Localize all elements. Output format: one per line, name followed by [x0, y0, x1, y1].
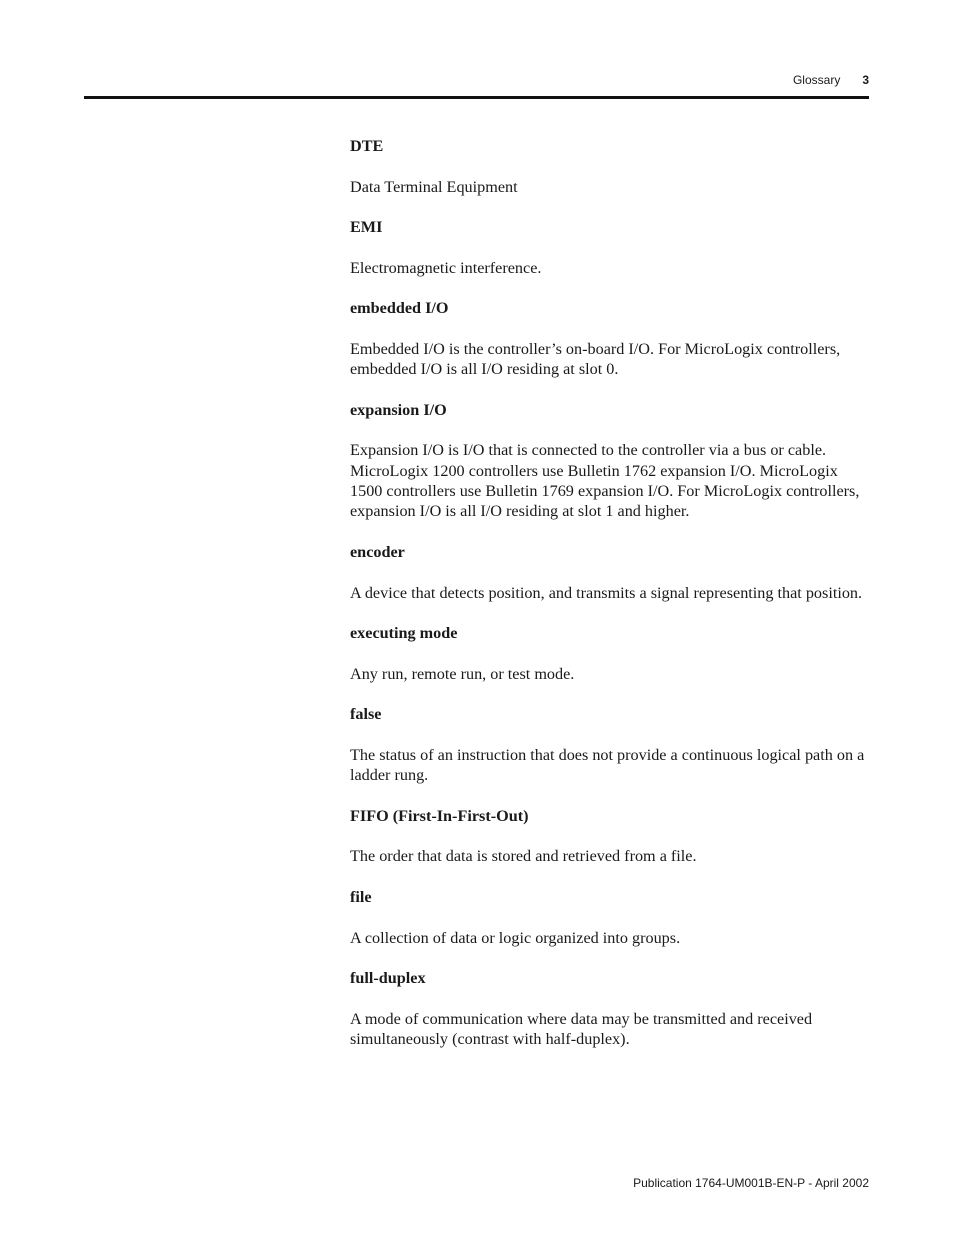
glossary-entry-false	[350, 704, 870, 785]
glossary-definition: A device that detects position, and transmits a signal representing that position.	[350, 583, 863, 602]
glossary-entry-full-duplex	[350, 968, 870, 1049]
publication-footer: Publication 1764-UM001B-EN-P - April 2002	[633, 1176, 869, 1190]
glossary-definition: The status of an instruction that does not provide a continuous logical path on a ladder rung.	[350, 745, 865, 785]
glossary-definition: Embedded I/O is the controller’s on-board I/O. For MicroLogix controllers, embedded I/O is all I/O residing at slot 0.	[350, 339, 841, 379]
glossary-term: executing mode	[350, 624, 458, 643]
glossary-term: DTE	[350, 137, 384, 155]
glossary-entry-encoder	[350, 542, 870, 603]
glossary-definition: Any run, remote run, or test mode.	[350, 664, 575, 683]
page-header	[84, 68, 869, 96]
glossary-entry-expansion-io	[350, 400, 870, 522]
glossary-term: file	[350, 887, 372, 906]
glossary-term: expansion I/O	[350, 400, 447, 419]
page-number: 3	[862, 73, 869, 87]
header-rule	[84, 96, 869, 99]
glossary-entry-executing-mode	[350, 623, 870, 684]
glossary-term: full-duplex	[350, 969, 426, 988]
glossary-term: embedded I/O	[350, 299, 449, 318]
glossary-term: EMI	[350, 218, 383, 237]
glossary-definition: A collection of data or logic organized into groups.	[350, 928, 681, 947]
glossary-entry-file	[350, 887, 870, 948]
header-section-title: Glossary	[792, 73, 841, 87]
glossary-list	[350, 136, 870, 1070]
glossary-entry-dte	[350, 136, 870, 197]
glossary-entry-fifo	[350, 806, 870, 867]
glossary-definition: The order that data is stored and retrieved from a file.	[350, 847, 697, 866]
glossary-term: encoder	[350, 542, 405, 561]
glossary-definition: A mode of communication where data may be transmitted and received simultaneously (contrast with half-duplex).	[350, 1009, 813, 1049]
glossary-term: FIFO (First-In-First-Out)	[350, 806, 529, 825]
header-text	[793, 73, 869, 87]
glossary-term: false	[350, 705, 382, 724]
glossary-definition: Electromagnetic interference.	[350, 258, 542, 277]
glossary-entry-emi	[350, 217, 870, 278]
glossary-definition: Data Terminal Equipment	[350, 177, 518, 196]
glossary-definition: Expansion I/O is I/O that is connected to the controller via a bus or cable. MicroLogix 1200 controllers use Bulletin 1762 expansion I/O. MicroLogix 1500 controllers use Bulletin 1769 expansion I/O. For MicroLogix controllers, expansion I/O is all I/O residing at slot 1 and higher.	[350, 441, 860, 521]
glossary-entry-embedded-io	[350, 298, 870, 379]
